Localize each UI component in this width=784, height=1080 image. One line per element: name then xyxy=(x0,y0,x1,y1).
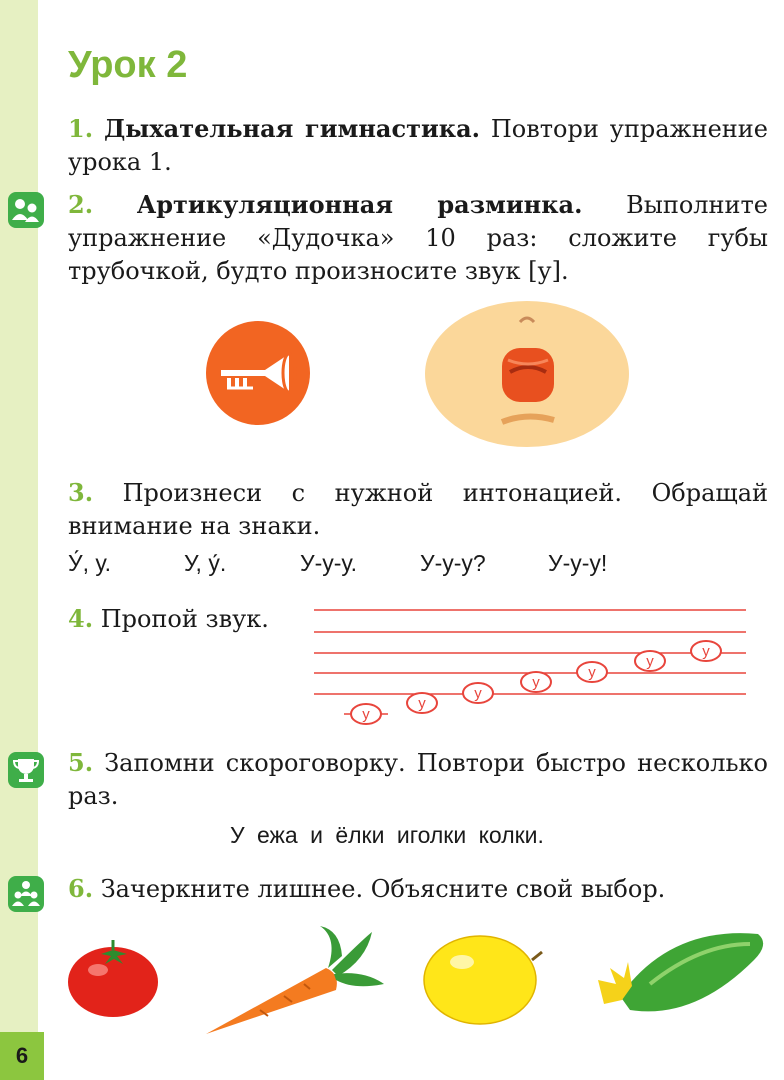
task-text: Произнеси с нужной интонацией. Обращай внимание на знаки. xyxy=(68,479,768,540)
lemon-picture xyxy=(420,930,546,1026)
task-text: Повтори упражнение урока 1. xyxy=(68,115,768,176)
side-strip xyxy=(0,0,38,1080)
task-text: Выполните упражнение «Дудочка» 10 раз: сложите губы трубочкой, будто произносите звук [у]. xyxy=(68,191,768,285)
task-text: Пропой звук. xyxy=(93,605,269,633)
trumpet-icon xyxy=(205,320,311,426)
intonation-row xyxy=(68,550,768,584)
staff-note xyxy=(344,704,388,724)
cucumber-picture xyxy=(590,926,770,1026)
staff-note xyxy=(463,683,493,703)
task-text: Запомни скороговорку. Повтори быстро несколько раз. xyxy=(68,749,768,810)
staff-note xyxy=(635,651,665,671)
task-title: Дыхательная гимнастика. xyxy=(103,114,480,143)
svg-text:у: у xyxy=(532,674,540,691)
task-number: 1. xyxy=(68,114,94,143)
task-number: 4. xyxy=(68,604,94,633)
staff-note xyxy=(407,693,437,713)
task-number: 2. xyxy=(68,190,94,219)
page-number: 6 xyxy=(0,1032,44,1080)
staff-note xyxy=(521,672,551,692)
staff-note xyxy=(691,641,721,661)
task-number: 3. xyxy=(68,478,94,507)
lesson-title: Урок 2 xyxy=(68,44,188,86)
svg-text:у: у xyxy=(362,706,370,723)
task-5 xyxy=(68,746,768,813)
music-staff xyxy=(314,600,746,730)
intonation-item: У-у-у? xyxy=(420,550,486,576)
group-work-icon xyxy=(8,876,44,912)
lips-illustration xyxy=(424,300,630,448)
trophy-icon xyxy=(8,752,44,788)
task-3 xyxy=(68,476,768,543)
task-title: Артикуляционная разминка. xyxy=(136,190,583,219)
svg-text:у: у xyxy=(588,664,596,681)
intonation-item: У, у́. xyxy=(184,550,227,576)
task-1 xyxy=(68,112,768,179)
task-4 xyxy=(68,602,308,636)
task-text: Зачеркните лишнее. Объясните свой выбор. xyxy=(93,875,666,903)
staff-note xyxy=(577,662,607,682)
task-2 xyxy=(68,188,768,288)
svg-text:у: у xyxy=(702,643,710,660)
tomato-picture xyxy=(66,936,160,1018)
pair-work-icon xyxy=(8,192,44,228)
carrot-picture xyxy=(200,922,390,1040)
task-number: 5. xyxy=(68,748,94,777)
intonation-item: У-у-у. xyxy=(300,550,358,576)
task-6 xyxy=(68,872,768,906)
task-number: 6. xyxy=(68,874,94,903)
intonation-item: У-у-у! xyxy=(548,550,608,576)
intonation-item: У́, у. xyxy=(68,550,111,576)
svg-text:у: у xyxy=(418,695,426,712)
svg-text:у: у xyxy=(474,685,482,702)
tongue-twister: У ежа и ёлки иголки колки. xyxy=(230,822,544,848)
svg-text:у: у xyxy=(646,653,654,670)
